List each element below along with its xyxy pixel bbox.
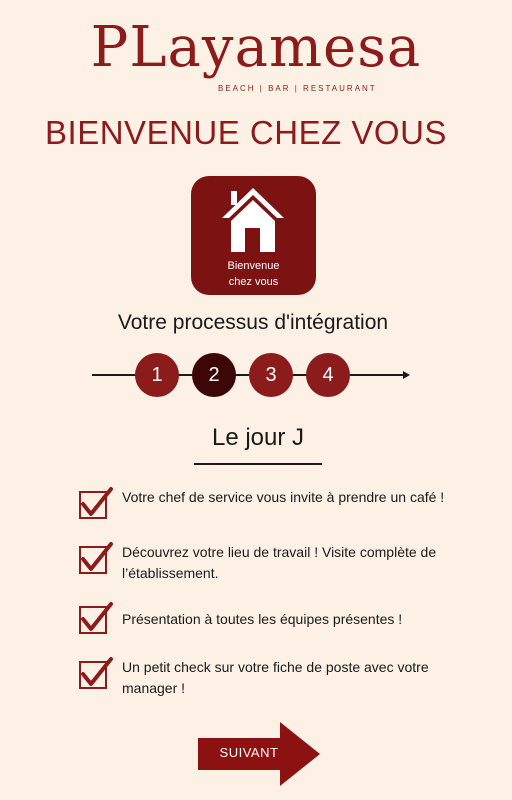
checkbox-checked-icon — [78, 657, 114, 691]
checkbox-checked-icon — [78, 487, 114, 521]
day-title-underline — [194, 463, 322, 465]
task-text: Votre chef de service vous invite à prendre un café ! — [122, 489, 445, 505]
house-icon — [218, 186, 288, 254]
home-tile — [191, 176, 316, 295]
step-4: 4 — [306, 353, 350, 397]
task-text: Découvrez votre lieu de travail ! Visite complète de l’établissement. — [122, 544, 437, 581]
step-2-current: 2 — [192, 353, 236, 397]
home-label-line2: chez vous — [228, 276, 279, 288]
home-label-line1: Bienvenue — [227, 260, 280, 272]
step-3: 3 — [249, 353, 293, 397]
task-text: Un petit check sur votre fiche de poste avec votre manager ! — [122, 659, 429, 696]
step-1: 1 — [135, 353, 179, 397]
brand-tagline: BEACH | BAR | RESTAURANT — [218, 84, 377, 93]
process-title: Votre processus d'intégration — [117, 311, 389, 334]
day-title: Le jour J — [211, 424, 305, 451]
checkbox-checked-icon — [78, 542, 114, 576]
checkbox-checked-icon — [78, 602, 114, 636]
brand-logo: PLayamesa — [90, 15, 422, 80]
next-button[interactable] — [198, 722, 322, 786]
page-title: BIENVENUE CHEZ VOUS — [45, 114, 447, 151]
process-steps — [0, 350, 512, 400]
task-text: Présentation à toutes les équipes présentes ! — [122, 611, 403, 627]
next-button-label: SUIVANT — [219, 745, 279, 760]
